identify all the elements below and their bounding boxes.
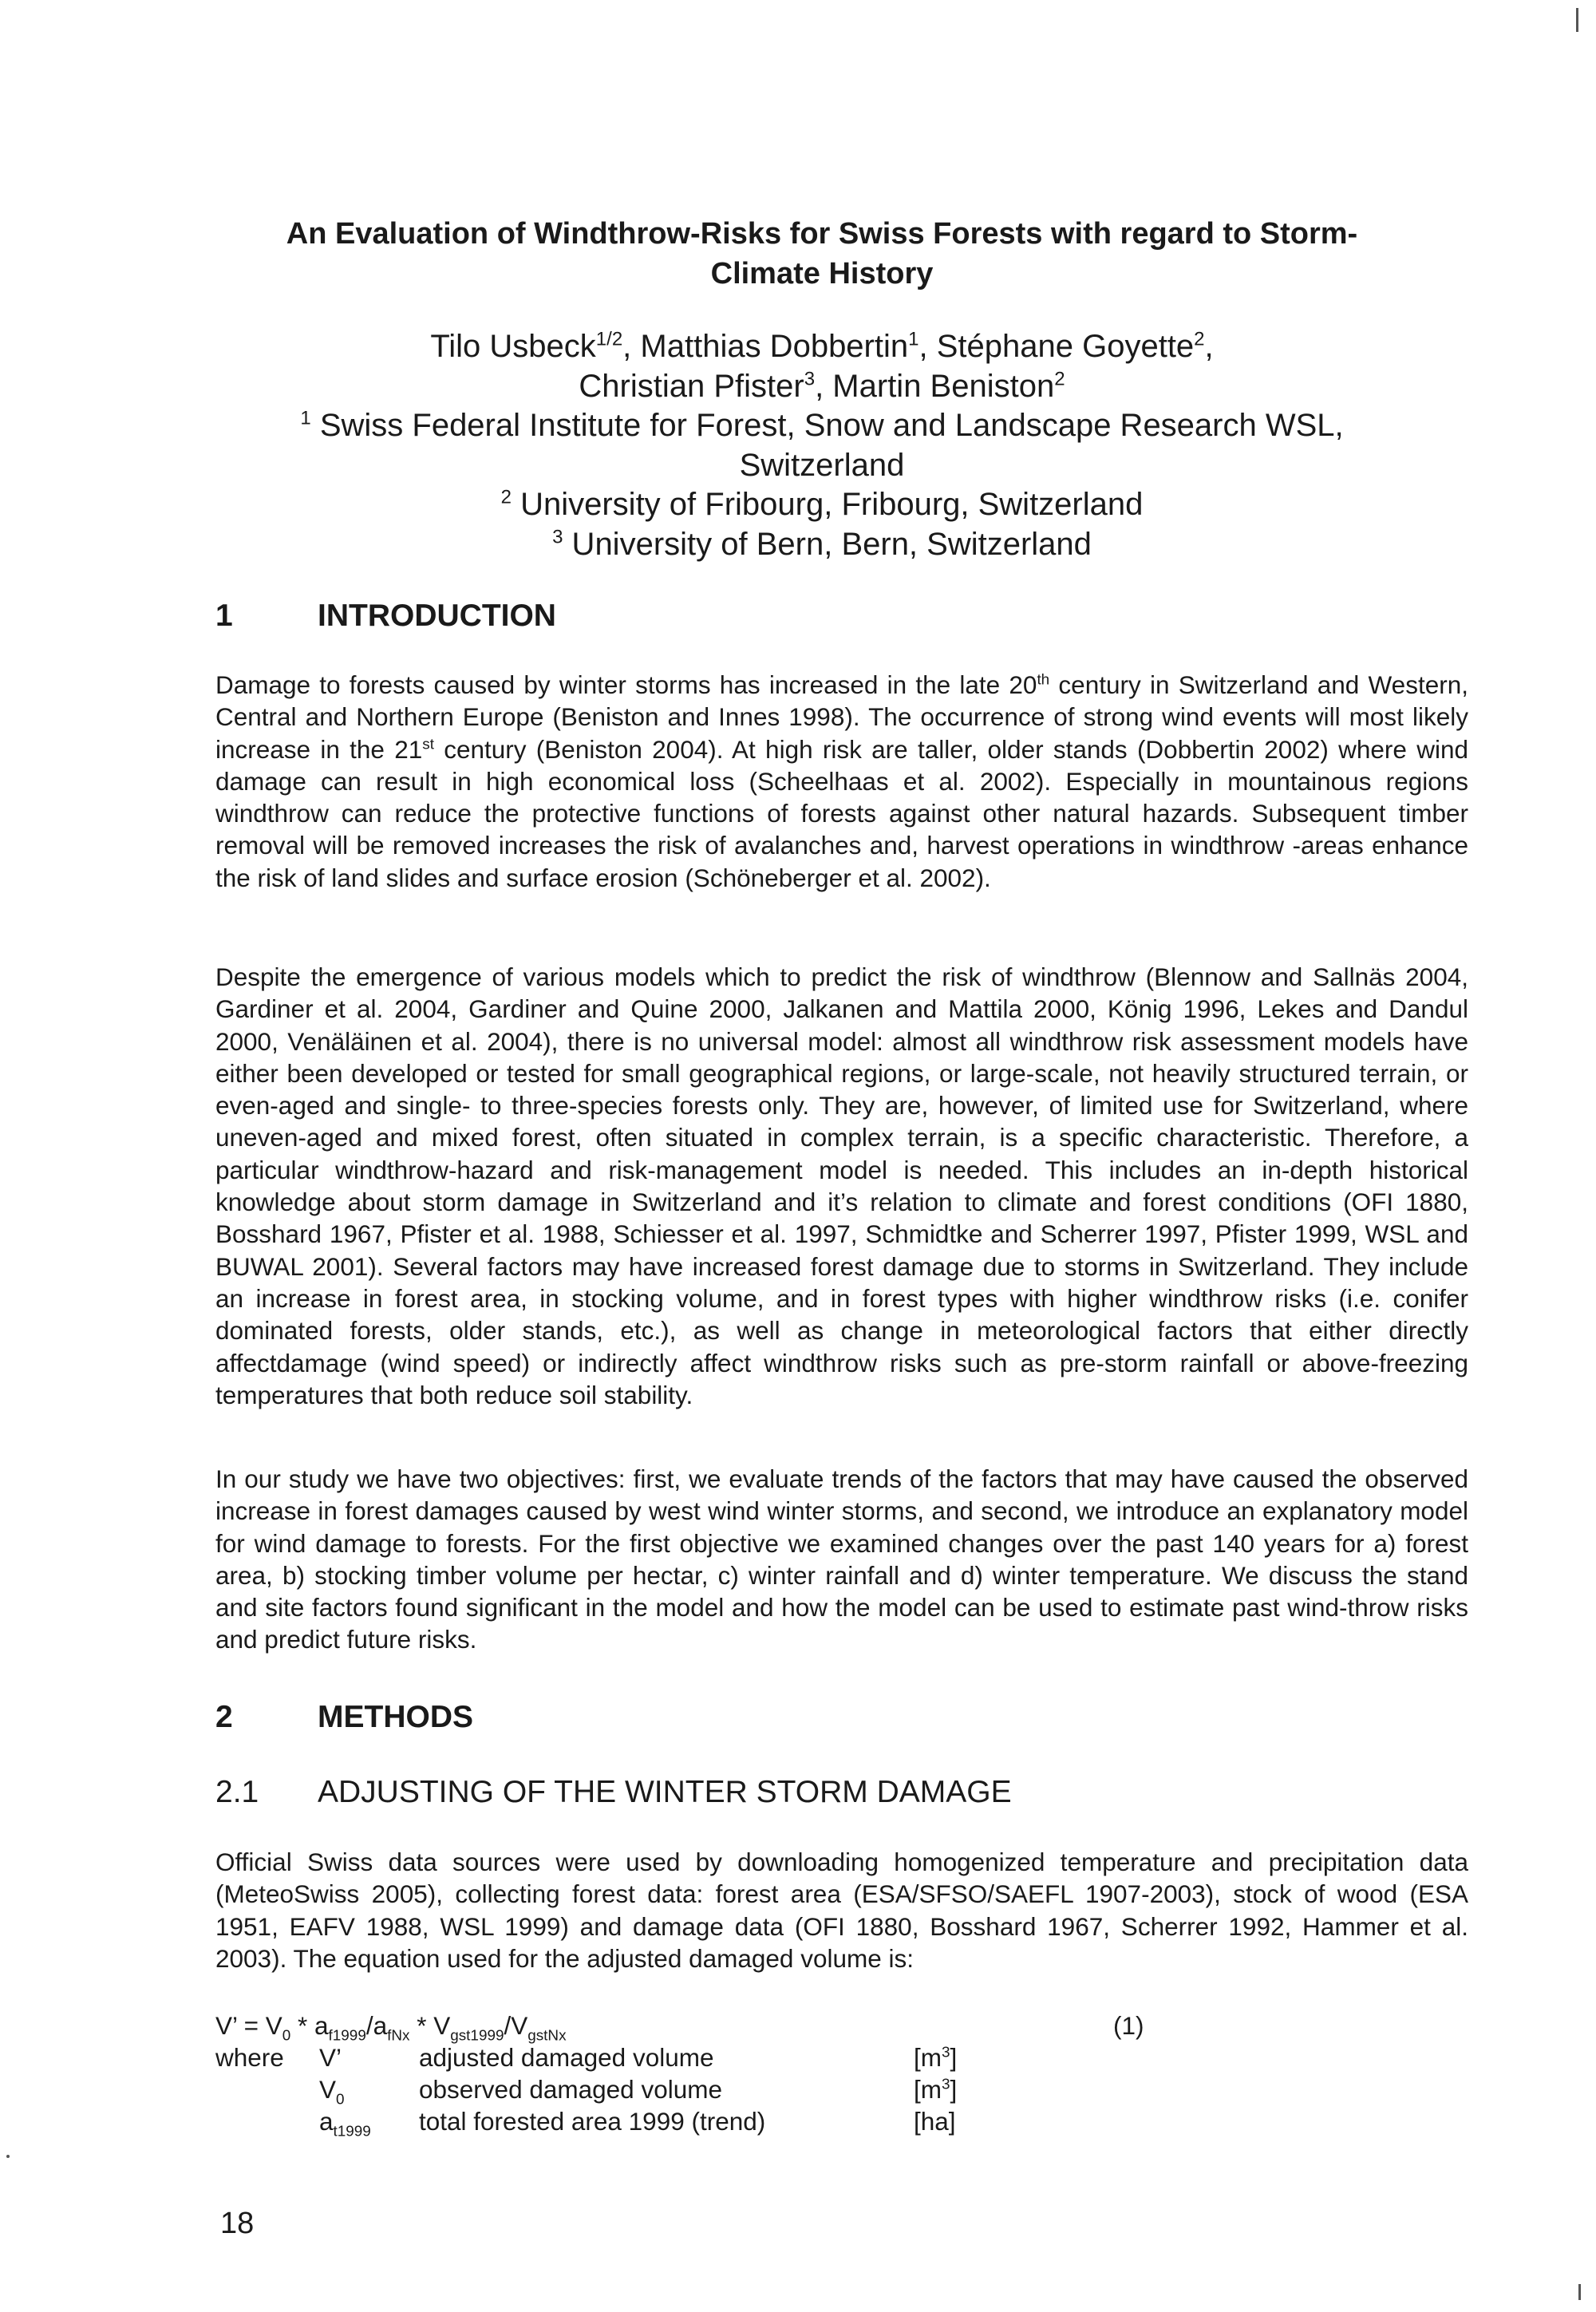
intro-paragraph-2: Despite the emergence of various models which to predict the risk of windthrow (Blennow and Sallnäs 2004, Gardiner et al. 2004, Gardiner and Quine 2000, Jalkanen and Mattila 2000, König 1996, Lekes and Dandul 2000, Venäläinen et al. 2004), there is no universal model: almost all windthrow risk assessment models have either been developed or tested for small geographical regions, or large-scale, not heavily structured terrain, or even-aged and single- to three-species forests only. They are, however, of limited use for Switzerland, where uneven-aged and mixed forest, often situated in complex terrain, is a specific characteristic. Therefore, a particular windthrow-hazard and risk-management model is needed. This includes an in-depth historical knowledge about storm damage in Switzerland and it’s relation to climate and forest conditions (OFI 1880, Bosshard 1967, Pfister et al. 1988, Schiesser et al. 1997, Schmidtke and Scherrer 1997, Pfister 1999, WSL and BUWAL 2001). Several factors may have increased forest damage due to storms in Switzerland. They include an increase in forest area, in stocking volume, and in forest types with higher windthrow risks (i.e. conifer dominated forests, older stands, etc.), as well as change in meteorological factors that either directly affectdamage (wind speed) or indirectly affect windthrow risks such as pre-storm rainfall or above-freezing temperatures that both reduce soil stability. <box>215 962 1468 1409</box>
variable-symbol: $V_0$ <box>319 2075 345 2108</box>
section-number: 2 <box>215 1700 233 1734</box>
author-line-1: Tilo Usbeck$^{1/2}$, Matthias Dobbertin$^1$, Stéphane Goyette$^2$, <box>430 328 1214 364</box>
variable-unit: $[m^3]$ <box>914 2075 958 2104</box>
variable-row <box>215 2073 1476 2108</box>
subsection-number: 2.1 <box>215 1775 259 1809</box>
title-line-1: An Evaluation of Windthrow-Risks for Swiss Forests with regard to Storm- <box>286 217 1358 251</box>
author-block <box>231 327 1412 564</box>
variable-unit: $[m^3]$ <box>914 2043 958 2072</box>
affiliation-1-country: Switzerland <box>739 447 905 483</box>
variable-unit: [ha] <box>914 2107 956 2136</box>
variable-description: observed damaged volume <box>419 2075 722 2104</box>
affiliation-3: $^3$ University of Bern, Bern, Switzerland <box>552 526 1092 562</box>
variable-row <box>215 2105 1476 2140</box>
equation-block <box>215 2010 1476 2153</box>
subsection-title: ADJUSTING OF THE WINTER STORM DAMAGE <box>318 1775 1012 1809</box>
scan-mark <box>1578 2284 1581 2300</box>
equation-formula: V’ = $V_0 * a_{f1999}/a_{fNx} * V_{gst1999}/V_{gstNx}$ <box>215 2011 567 2045</box>
variable-symbol: V’ <box>319 2043 342 2072</box>
section-number: 1 <box>215 599 233 633</box>
variable-symbol: $a_{t1999}$ <box>319 2107 371 2140</box>
where-label: where <box>215 2043 284 2072</box>
equation-number: (1) <box>1113 2011 1144 2040</box>
scan-mark <box>1576 8 1578 32</box>
title-line-2: Climate History <box>710 257 934 290</box>
affiliation-1: $^1$ Swiss Federal Institute for Forest, Snow and Landscape Research WSL, <box>300 407 1344 443</box>
variable-description: adjusted damaged volume <box>419 2043 714 2072</box>
intro-paragraph-1: Damage to forests caused by winter storms has increased in the late 20th century in Switzerland and Western, Central and Northern Europe (Beniston and Innes 1998). The occurrence of strong wind events will most likely increase in the 21st century (Beniston 2004). At high risk are taller, older stands (Dobbertin 2002) where wind damage can result in high economical loss (Scheelhaas et al. 2002). Especially in mountainous regions windthrow can reduce the protective functions of forests against other natural hazards. Subsequent timber removal will be removed increases the risk of avalanches and, harvest operations in windthrow -areas enhance the risk of land slides and surface erosion (Schöneberger et al. 2002). <box>215 670 1468 892</box>
methods-paragraph-1: Official Swiss data sources were used by downloading homogenized temperature and precipitation data (MeteoSwiss 2005), collecting forest data: forest area (ESA/SFSO/SAEFL 1907-2003), stock of wood (ESA 1951, EAFV 1988, WSL 1999) and damage data (OFI 1880, Bosshard 1967, Scherrer 1992, Hammer et al. 2003). The equation used for the adjusted damaged volume is: <box>215 1848 1468 1973</box>
author-line-2: Christian Pfister$^3$, Martin Beniston$^2$ <box>579 368 1065 404</box>
variable-row <box>215 2041 1476 2073</box>
section-title: INTRODUCTION <box>318 599 556 633</box>
intro-paragraph-3: In our study we have two objectives: first, we evaluate trends of the factors that may have caused the observed increase in forest damages caused by west wind winter storms, and second, we introduce an explanatory model for wind damage to forests. For the first objective we examined changes over the past 140 years for a) forest area, b) stocking timber volume per hectar, c) winter rainfall and d) winter temperature. We discuss the stand and site factors found significant in the model and how the model can be used to estimate past wind-throw risks and predict future risks. <box>215 1464 1468 1654</box>
scan-mark <box>6 2155 10 2158</box>
variable-description: total forested area 1999 (trend) <box>419 2107 766 2136</box>
page-number: 18 <box>220 2207 255 2240</box>
section-title: METHODS <box>318 1700 473 1734</box>
affiliation-2: $^2$ University of Fribourg, Fribourg, Switzerland <box>500 486 1144 522</box>
paper-title <box>231 214 1412 294</box>
